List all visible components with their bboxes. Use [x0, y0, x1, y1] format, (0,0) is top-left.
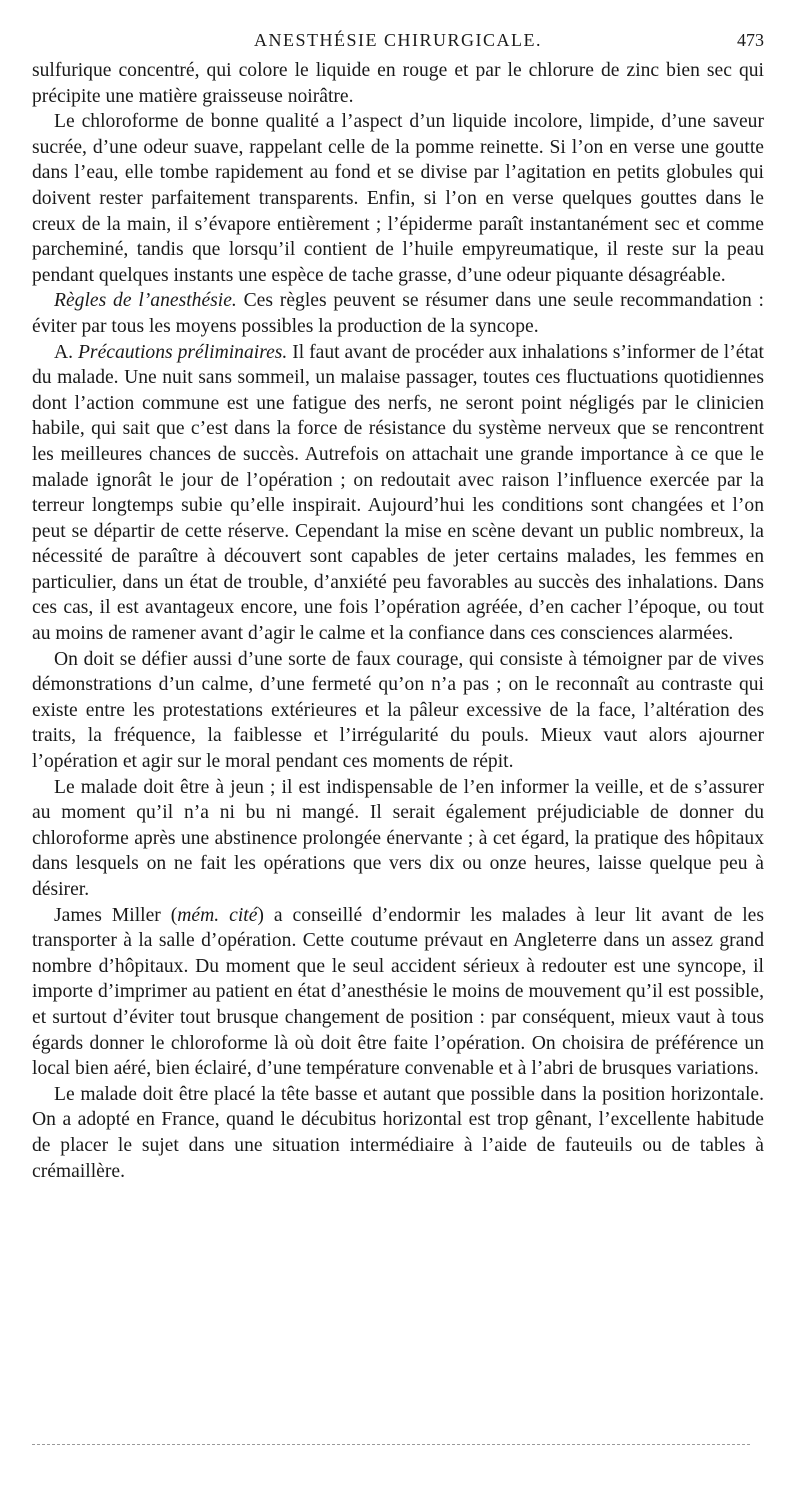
paragraph-text: ) a conseillé d’endormir les malades à leur lit avant de les transporter à la salle d’opération. Cette coutume prévaut en Angleterre dans un assez grand nombre d’hôpitaux. Du moment que le seul accident sérieux à redouter est une syncope, il importe d’imprimer au patient en état d’anesthésie le moins de mouvement qu’il est possible, et surtout d’éviter tout brusque changement de position : par conséquent, mieux vaut à tous égards donner le chloroforme là où doit être faite l’opération. On choisira de préférence un local bien aéré, bien éclairé, d’une température convenable et à l’abri de brusques variations. [32, 904, 764, 1080]
paragraph-james-miller [32, 903, 764, 1082]
section-letter: A. [54, 341, 78, 363]
citation-reference: mém. cité [177, 904, 258, 926]
paragraph [32, 647, 764, 775]
run-in-heading: Règles de l’anesthésie. [54, 290, 237, 312]
paragraph-text: Le malade doit être placé la tête basse et autant que possible dans la position horizontale. On a adopté en France, quand le décubitus horizontal est trop gênant, l’excellente habitude de placer le sujet dans une situation intermédiaire à l’aide de fauteuils ou de tables à crémaillère. [32, 1083, 764, 1182]
paragraph-continued [32, 58, 764, 109]
running-head [32, 28, 764, 54]
paragraph-text-before: James Miller ( [54, 904, 178, 926]
paragraph-text: Il faut avant de procéder aux inhalations s’informer de l’état du malade. Une nuit sans sommeil, un malaise passager, toutes ces fluctuations quotidiennes dont l’action commune est une fatigue des nerfs, ne seront point négligés par le clinicien habile, qui sait que c’est dans la force de résistance du système nerveux que se rencontrent les meilleures chances de succès. Autrefois on attachait une grande importance à ce que le malade ignorât le jour de l’opération ; on redoutait avec raison l’influence exercée par la terreur longtemps subie qu’elle inspirait. Aujourd’hui les conditions sont changées et l’on peut se départir de cette réserve. Cependant la mise en scène devant un public nombreux, la nécessité de paraître à découvert sont capables de jeter certains malades, les femmes en particulier, dans un état de trouble, d’anxiété peu favorables au succès des inhalations. Dans ces cas, il est avantageux encore, une fois l’opération agréée, d’en cacher l’époque, ou tout au moins de ramener avant d’agir le calme et la confiance dans ces consciences alarmées. [32, 341, 765, 645]
footer-rule [32, 1444, 750, 1445]
paragraph-text: Le chloroforme de bonne qualité a l’aspect d’un liquide incolore, limpide, d’une saveur sucrée, d’une odeur suave, rappelant celle de la pomme reinette. Si l’on en verse une goutte dans l’eau, elle tombe rapidement au fond et se divise par l’agitation en petits globules qui doivent rester parfaitement transparents. Enfin, si l’on en verse quelques gouttes dans le creux de la main, il s’évapore entièrement ; l’épiderme paraît instantanément sec et comme parcheminé, tandis que lorsqu’il contient de l’huile empyreumatique, il reste sur la peau pendant quelques instants une espèce de tache grasse, d’une odeur piquante désagréable. [32, 111, 764, 286]
body-text [32, 58, 764, 1184]
paragraph-text: On doit se défier aussi d’une sorte de faux courage, qui consiste à témoigner par de vives démonstrations d’un calme, d’une fermeté qu’on n’a pas ; on le reconnaît au contraste qui existe entre les protestations extérieures et la pâleur excessive de la face, l’altération des traits, la fréquence, la faiblesse et l’irrégularité du pouls. Mieux vaut alors ajourner l’opération et agir sur le moral pendant ces moments de répit. [32, 648, 764, 773]
running-title: ANESTHÉSIE CHIRURGICALE. [254, 30, 542, 50]
paragraph [32, 109, 764, 288]
paragraph [32, 1082, 764, 1184]
page-number: 473 [737, 30, 764, 50]
paragraph-regles-anesthesie [32, 288, 764, 339]
paragraph-text: Le malade doit être à jeun ; il est indispensable de l’en informer la veille, et de s’assurer au moment qu’il n’a ni bu ni mangé. Il serait également préjudiciable de donner du chloroforme après une abstinence prolongée énervante ; à cet égard, la pratique des hôpitaux dans lesquels on ne fait les opérations que vers dix ou onze heures, laisse quelque peu à désirer. [32, 776, 764, 900]
paragraph-text: sulfurique concentré, qui colore le liquide en rouge et par le chlorure de zinc bien sec qui précipite une matière graisseuse noirâtre. [32, 60, 764, 107]
run-in-heading: Précautions préliminaires. [77, 341, 288, 363]
paragraph-text: Ces règles peuvent se résumer dans une seule recommandation : éviter par tous les moyens possibles la production de la syncope. [32, 290, 764, 337]
paragraph-precautions-preliminaires [32, 340, 764, 647]
paragraph [32, 775, 764, 903]
book-page [32, 28, 764, 1184]
